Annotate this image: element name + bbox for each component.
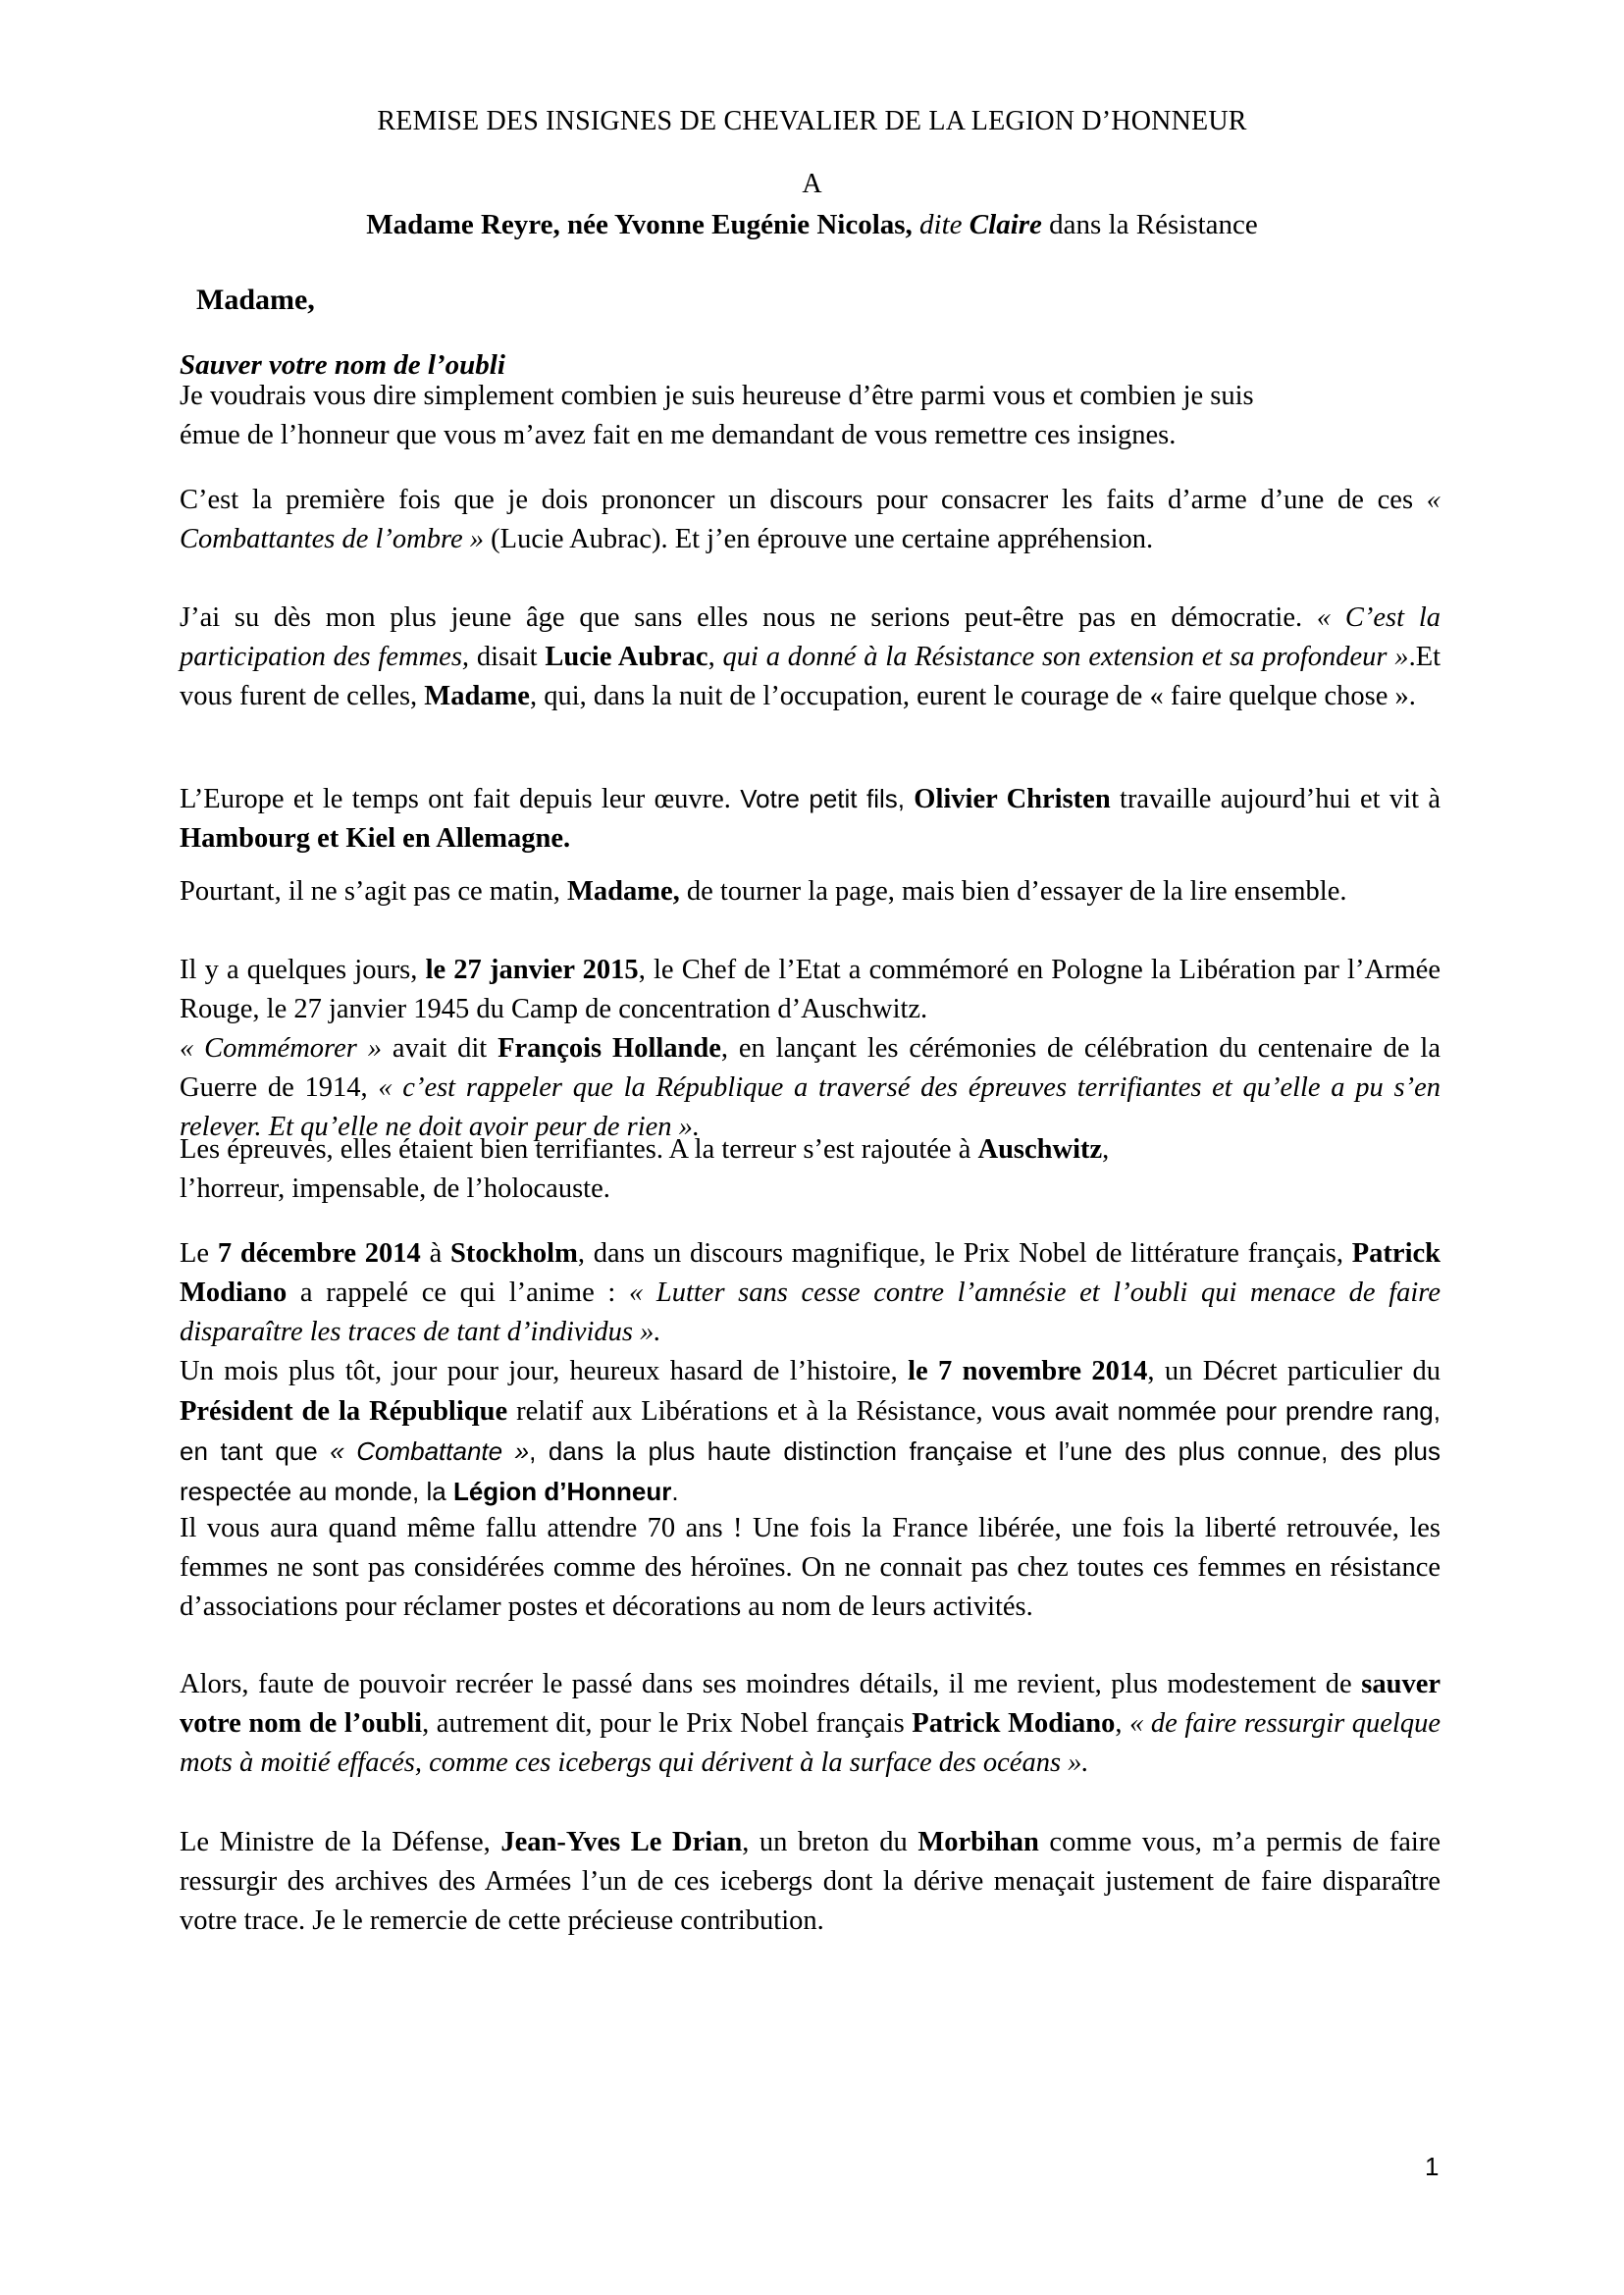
text: comme vous, m’a permis de faire ressurgir des archives des Armées l’un de ces icebergs dont la dérive menaçait justement de faire disparaître votre trace. Je le remercie de cette précieuse contribution. — [180, 1827, 1441, 1936]
paragraph-8-line-2: l’horreur, impensable, de l’holocauste. — [180, 1174, 610, 1204]
honoree-suffix: dans la Résistance — [1049, 209, 1258, 240]
text: (Lucie Aubrac). Et j’en éprouve une certaine appréhension. — [484, 524, 1154, 554]
text: .Et vous furent de celles, — [180, 642, 1441, 711]
text: disait — [469, 642, 546, 672]
text: , le Chef de l’Etat a commémoré en Pologne la Libération par l’Armée Rouge, le 27 janvier 1945 du Camp de concentration d’Auschwitz. — [180, 955, 1441, 1024]
bold-text: Madame, — [566, 876, 680, 907]
text: Les épreuves, elles étaient bien terrifiantes. A la terreur s’est rajoutée à — [180, 1134, 978, 1165]
text: J’ai su dès mon plus jeune âge que sans elles nous ne serions peut-être pas en démocratie. — [180, 602, 1317, 633]
paragraph-8-line-1 — [180, 1130, 1441, 1170]
text: L’Europe et le temps ont fait depuis leur œuvre. — [180, 784, 741, 814]
text: Le — [180, 1238, 218, 1269]
paragraph-5 — [180, 872, 1441, 912]
text: travaille aujourd’hui et vit à — [1110, 784, 1441, 814]
text: Le Ministre de la Défense, — [180, 1827, 501, 1857]
bold-text: Président de la République — [180, 1396, 508, 1427]
bold-text: Madame — [424, 681, 530, 711]
sans-text: . — [671, 1477, 679, 1506]
paragraph-3 — [180, 599, 1441, 716]
dedication-a: A — [802, 169, 822, 199]
honoree-alias: Claire — [969, 209, 1042, 240]
text: avait dit — [381, 1033, 498, 1064]
text: , dans un discours magnifique, le Prix Nobel de littérature français, — [577, 1238, 1352, 1269]
text: , qui, dans la nuit de l’occupation, eurent le courage de « faire quelque chose ». — [529, 681, 1416, 711]
honoree-dite: dite — [919, 209, 963, 240]
text: Il y a quelques jours, — [180, 955, 426, 985]
bold-text: Lucie Aubrac — [545, 642, 708, 672]
bold-text: 7 décembre 2014 — [217, 1238, 421, 1269]
bold-text: le 7 novembre 2014 — [908, 1356, 1148, 1386]
bold-text: Stockholm — [449, 1238, 578, 1269]
sans-bold-text: Légion d’Honneur — [452, 1477, 672, 1506]
quote: « de faire ressurgir quelque mots à moitié effacés, comme ces icebergs qui dérivent à la surface des océans ». — [180, 1708, 1441, 1778]
paragraph-11: Il vous aura quand même fallu attendre 70 ans ! Une fois la France libérée, une fois la liberté retrouvée, les femmes ne sont pas considérées comme des héroïnes. On ne connait pas chez toutes ces femmes en résistance d’associations pour réclamer postes et décorations au nom de leurs activités. — [180, 1513, 1441, 1622]
bold-text: le 27 janvier 2015 — [425, 955, 639, 985]
honoree-line — [0, 205, 1624, 244]
bold-text: Olivier Christen — [904, 784, 1111, 814]
text: Un mois plus tôt, jour pour jour, heureux hasard de l’histoire, — [180, 1356, 909, 1386]
paragraph-1-line-2: émue de l’honneur que vous m’avez fait en me demandant de vous remettre ces insignes. — [180, 420, 1177, 450]
quote: « Commémorer » — [180, 1033, 382, 1064]
text: à — [420, 1238, 450, 1269]
paragraph-6 — [180, 951, 1441, 1029]
sans-text: vous avait nommée pour prendre rang, en tant que — [180, 1396, 1441, 1466]
bold-text: François Hollande — [498, 1033, 721, 1064]
honoree-name: Madame Reyre, née Yvonne Eugénie Nicolas, — [366, 209, 913, 240]
section-title: Sauver votre nom de l’oubli — [180, 349, 505, 381]
text: , un breton du — [742, 1827, 918, 1857]
text: , un Décret particulier du — [1147, 1356, 1441, 1386]
text: Pourtant, il ne s’agit pas ce matin, — [180, 876, 567, 907]
paragraph-7 — [180, 1029, 1441, 1147]
bold-text: Patrick Modiano — [912, 1708, 1116, 1739]
quote: « C’est la participation des femmes, — [180, 602, 1441, 672]
paragraph-13 — [180, 1823, 1441, 1941]
quote: « c’est rappeler que la République a traversé des épreuves terrifiantes et qu’elle a pu s’en relever. Et qu’elle ne doit avoir peur de rien ». — [180, 1072, 1441, 1142]
bold-text: Hambourg et Kiel en Allemagne. — [180, 823, 571, 854]
paragraph-4 — [180, 779, 1441, 859]
text: , autrement dit, pour le Prix Nobel français — [422, 1708, 913, 1739]
paragraph-12 — [180, 1665, 1441, 1783]
text: a rappelé ce qui l’anime : — [287, 1278, 629, 1308]
quote: « Combattantes de l’ombre » — [180, 485, 1441, 554]
bold-text: Morbihan — [917, 1827, 1039, 1857]
text: , en lançant les cérémonies de célébration du centenaire de la Guerre de 1914, — [180, 1033, 1441, 1103]
sans-text: Votre petit fils, — [740, 784, 905, 813]
paragraph-10 — [180, 1352, 1441, 1512]
paragraph-1-line-1: Je voudrais vous dire simplement combien je suis heureuse d’être parmi vous et combien je suis — [180, 381, 1254, 411]
text: relatif aux Libérations et à la Résistance, — [507, 1396, 983, 1427]
text: , — [707, 642, 723, 672]
text: Alors, faute de pouvoir recréer le passé dans ses moindres détails, il me revient, plus modestement de — [180, 1669, 1362, 1699]
text: C’est la première fois que je dois prononcer un discours pour consacrer les faits d’arme d’une de ces — [180, 485, 1427, 515]
paragraph-2 — [180, 481, 1441, 559]
paragraph-1 — [180, 377, 1441, 455]
greeting: Madame, — [196, 284, 315, 316]
bold-text: Auschwitz — [977, 1134, 1103, 1165]
page-number: 1 — [1425, 2152, 1440, 2181]
text: de tourner la page, mais bien d’essayer de la lire ensemble. — [679, 876, 1347, 907]
bold-text: Jean-Yves Le Drian — [500, 1827, 743, 1857]
quote: « Lutter sans cesse contre l’amnésie et l’oubli qui menace de faire disparaître les traces de tant d’individus ». — [180, 1278, 1441, 1347]
text: , — [1102, 1134, 1110, 1165]
quote: qui a donné à la Résistance son extension et sa profondeur » — [722, 642, 1409, 672]
sans-quote: « Combattante » — [330, 1436, 530, 1466]
document-title: REMISE DES INSIGNES DE CHEVALIER DE LA LEGION D’HONNEUR — [377, 106, 1247, 136]
text: , — [1115, 1708, 1130, 1739]
bold-text: sauver votre nom de l’oubli — [180, 1669, 1441, 1739]
bold-text: Patrick Modiano — [180, 1238, 1441, 1308]
sans-text: , dans la plus haute distinction française et l’une des plus connue, des plus respectée au monde, la — [180, 1436, 1441, 1506]
paragraph-8 — [180, 1130, 1441, 1209]
paragraph-9 — [180, 1234, 1441, 1352]
